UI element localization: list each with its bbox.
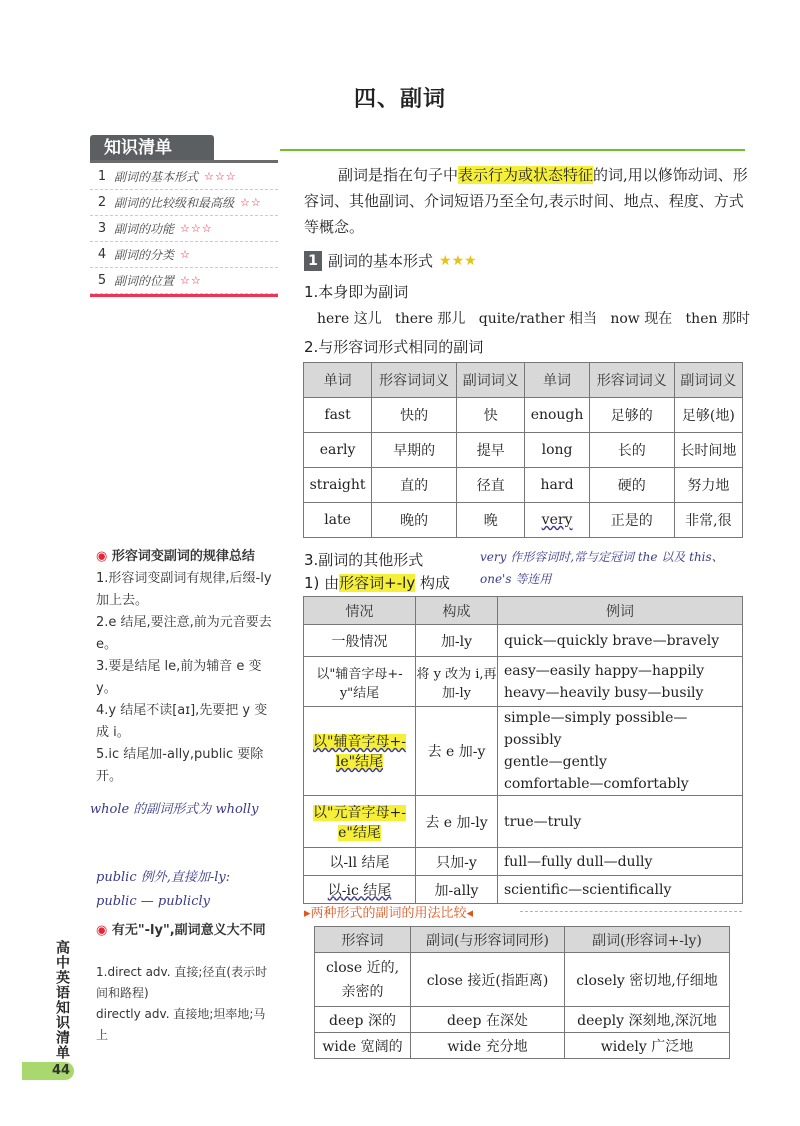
bullet-icon: ◉ — [96, 923, 108, 938]
item-number: 4 — [97, 246, 107, 262]
example-line: comfortable—comfortably — [504, 776, 689, 792]
item-label: 副词的功能 — [114, 221, 175, 236]
table-header-row — [304, 597, 743, 625]
example-line: gentle—gently — [504, 754, 607, 770]
table-row — [304, 796, 743, 848]
table-cell: 加-ly — [416, 625, 498, 657]
table-cell: 以-ll 结尾 — [304, 848, 416, 876]
table-row — [315, 953, 730, 1007]
rule-item: 3.要是结尾 le,前为辅音 e 变 y。 — [96, 659, 262, 696]
table-row — [304, 433, 743, 468]
column-header: 副词(形容词+-ly) — [565, 927, 730, 953]
bullet-icon: ◉ — [96, 549, 108, 564]
section-heading — [304, 250, 477, 271]
rule-item: 1.形容词变副词有规律,后缀-ly加上去。 — [96, 571, 272, 608]
column-header: 形容词 — [315, 927, 411, 953]
table-cell: 快 — [457, 398, 525, 433]
handwritten-note: whole 的副词形式为 wholly — [90, 802, 259, 817]
rule-item: 2.e 结尾,要注意,前为元音要去 e。 — [96, 615, 272, 652]
table-cell: hard — [525, 468, 589, 503]
example-line: heavy—heavily busy—busily — [504, 684, 704, 701]
table-cell: deep 深的 — [315, 1007, 411, 1033]
table-cell: 晚的 — [372, 503, 457, 538]
table-header-row — [304, 363, 743, 398]
table-row — [304, 876, 743, 904]
note-line: directly adv. 直接地;坦率地;马上 — [96, 1007, 266, 1042]
example-line: quick—quickly brave—bravely — [504, 632, 720, 649]
same-form-table — [303, 362, 743, 538]
divider — [520, 911, 742, 912]
table-cell — [498, 707, 743, 796]
highlighted-text: 表示行为或状态特征 — [458, 166, 594, 184]
column-header: 副词(与形容词同形) — [411, 927, 565, 953]
highlighted-text: 形容词+-ly — [339, 574, 416, 592]
star-icon: ☆ — [180, 247, 191, 261]
example-line: simple—simply possible—possibly — [504, 710, 688, 748]
example-line: full—fully dull—dully — [504, 853, 653, 870]
list-item — [90, 242, 278, 268]
table-cell — [304, 876, 416, 904]
ly-title: 有无"-ly",副词意义大不同 — [111, 923, 266, 938]
table-cell: 硬的 — [589, 468, 674, 503]
rule-item: 4.y 结尾不读[aɪ],先要把 y 变成 i。 — [96, 703, 268, 740]
table-row — [304, 657, 743, 707]
table-cell: 早期的 — [372, 433, 457, 468]
item-number: 1 — [97, 168, 107, 184]
table-cell: 径直 — [457, 468, 525, 503]
star-icon: ☆☆☆ — [180, 221, 213, 235]
table-cell — [304, 796, 416, 848]
table-cell: 提早 — [457, 433, 525, 468]
adverb-examples: here 这儿 there 那儿 quite/rather 相当 now 现在 then 那时 — [317, 311, 750, 327]
table-cell: 长时间地 — [674, 433, 742, 468]
arrow-icon: ▸ — [304, 906, 311, 921]
table-cell — [498, 848, 743, 876]
table-cell: deeply 深刻地,深沉地 — [565, 1007, 730, 1033]
highlighted-text: 以"辅音字母+-le"结尾 — [313, 734, 406, 770]
divider — [280, 149, 745, 151]
knowledge-list — [90, 164, 278, 294]
rules-list — [96, 568, 274, 788]
column-header: 构成 — [416, 597, 498, 625]
table-row — [304, 625, 743, 657]
table-cell — [498, 796, 743, 848]
table-cell: 努力地 — [674, 468, 742, 503]
section-title: 副词的基本形式 — [328, 252, 434, 270]
table-cell: enough — [525, 398, 589, 433]
intro-text: 的词,用以修饰动词、形容词、其他副词、介词短语乃至全句,表示时间、地点、程度、方式等概念。 — [304, 166, 748, 236]
intro-text: 副词是指在句子中 — [338, 166, 459, 184]
table-cell: straight — [304, 468, 372, 503]
subheading: 2.与形容词形式相同的副词 — [304, 338, 484, 356]
table-cell: 一般情况 — [304, 625, 416, 657]
ly-rules-table — [303, 596, 743, 904]
table-row — [315, 1007, 730, 1033]
table-cell: late — [304, 503, 372, 538]
ly-heading — [96, 920, 278, 942]
table-row — [304, 707, 743, 796]
table-cell: deep 在深处 — [411, 1007, 565, 1033]
table-cell — [498, 625, 743, 657]
table-cell: 加-ally — [416, 876, 498, 904]
example-line: scientific—scientifically — [504, 881, 672, 898]
table-cell: 快的 — [372, 398, 457, 433]
ly-notes — [96, 962, 276, 1046]
divider — [90, 294, 278, 297]
rules-title: 形容词变副词的规律总结 — [111, 549, 255, 564]
table-cell: 只加-y — [416, 848, 498, 876]
item-label: 副词的位置 — [114, 273, 175, 288]
table-row — [304, 398, 743, 433]
handwritten-note: very 作形容词时,常与定冠词 the 以及 this、one's 等连用 — [480, 550, 724, 586]
example-line: easy—easily happy—happily — [504, 662, 705, 679]
column-header: 副词词义 — [457, 363, 525, 398]
table-cell: close 接近(指距离) — [411, 953, 565, 1007]
table-cell: very — [525, 503, 589, 538]
table-cell: 以"辅音字母+-y"结尾 — [304, 657, 416, 707]
intro-paragraph — [304, 162, 752, 240]
star-icon: ☆☆☆ — [204, 169, 237, 183]
table-cell — [304, 707, 416, 796]
table-cell: widely 广泛地 — [565, 1033, 730, 1059]
example-line: true—truly — [504, 813, 582, 830]
column-header: 情况 — [304, 597, 416, 625]
table-cell: early — [304, 433, 372, 468]
subheading: 3.副词的其他形式 — [304, 551, 424, 569]
table-cell — [498, 876, 743, 904]
table-row — [304, 848, 743, 876]
item-label: 副词的基本形式 — [114, 169, 199, 184]
list-item — [90, 216, 278, 242]
star-icon: ☆☆ — [240, 195, 262, 209]
column-header: 单词 — [525, 363, 589, 398]
column-header: 单词 — [304, 363, 372, 398]
underlined-text: 以-ic 结尾 — [327, 882, 392, 899]
table-cell: 直的 — [372, 468, 457, 503]
highlighted-text: 以"元音字母+-e"结尾 — [313, 804, 406, 841]
spine-title: 高中英语知识清单 — [54, 940, 70, 1060]
column-header: 例词 — [498, 597, 743, 625]
column-header: 形容词词义 — [372, 363, 457, 398]
table-row — [304, 503, 743, 538]
compare-table — [314, 926, 730, 1059]
table-header-row — [315, 927, 730, 953]
star-icon: ☆☆ — [180, 273, 202, 287]
item-number: 2 — [97, 194, 107, 210]
table-cell: wide 充分地 — [411, 1033, 565, 1059]
table-cell: long — [525, 433, 589, 468]
table-cell: 晚 — [457, 503, 525, 538]
handwritten-note: public — publicly — [96, 894, 210, 909]
arrow-icon: ◂ — [466, 906, 474, 921]
table-cell: close 近的,亲密的 — [315, 953, 411, 1007]
text: 1) 由 — [304, 574, 340, 592]
item-label: 副词的比较级和最高级 — [114, 195, 235, 210]
list-item — [90, 164, 278, 190]
table-cell: 长的 — [589, 433, 674, 468]
table-row — [304, 468, 743, 503]
table-cell: 足够(地) — [674, 398, 742, 433]
table-cell: 正是的 — [589, 503, 674, 538]
page-title: 四、副词 — [353, 86, 446, 112]
item-number: 5 — [97, 272, 107, 288]
table-cell: 足够的 — [589, 398, 674, 433]
rules-heading — [96, 546, 276, 568]
rule-item: 5.ic 结尾加-ally,public 要除开。 — [96, 747, 264, 784]
item-number: 3 — [97, 220, 107, 236]
subheading: 1.本身即为副词 — [304, 283, 409, 301]
compare-title: 两种形式的副词的用法比较 — [310, 906, 467, 921]
table-cell: closely 密切地,仔细地 — [565, 953, 730, 1007]
note-line: 1.direct adv. 直接;径直(表示时间和路程) — [96, 965, 268, 1000]
list-item — [90, 268, 278, 294]
table-cell — [498, 657, 743, 707]
section-number: 1 — [304, 251, 322, 271]
subheading — [304, 572, 450, 593]
column-header: 形容词词义 — [589, 363, 674, 398]
table-cell: 将 y 改为 i,再加-ly — [416, 657, 498, 707]
handwritten-note: public 例外,直接加-ly: — [96, 870, 231, 885]
table-cell: wide 宽阔的 — [315, 1033, 411, 1059]
star-icon: ★★★ — [439, 252, 477, 269]
table-cell: 去 e 加-ly — [416, 796, 498, 848]
page-number: 44 — [22, 1062, 74, 1080]
compare-heading — [304, 902, 473, 921]
text: 构成 — [419, 574, 450, 592]
table-cell: fast — [304, 398, 372, 433]
table-cell: 去 e 加-y — [416, 707, 498, 796]
knowledge-list-tag: 知识清单 — [90, 135, 214, 161]
item-label: 副词的分类 — [114, 247, 175, 262]
table-cell: 非常,很 — [674, 503, 742, 538]
list-item — [90, 190, 278, 216]
column-header: 副词词义 — [674, 363, 742, 398]
table-row — [315, 1033, 730, 1059]
